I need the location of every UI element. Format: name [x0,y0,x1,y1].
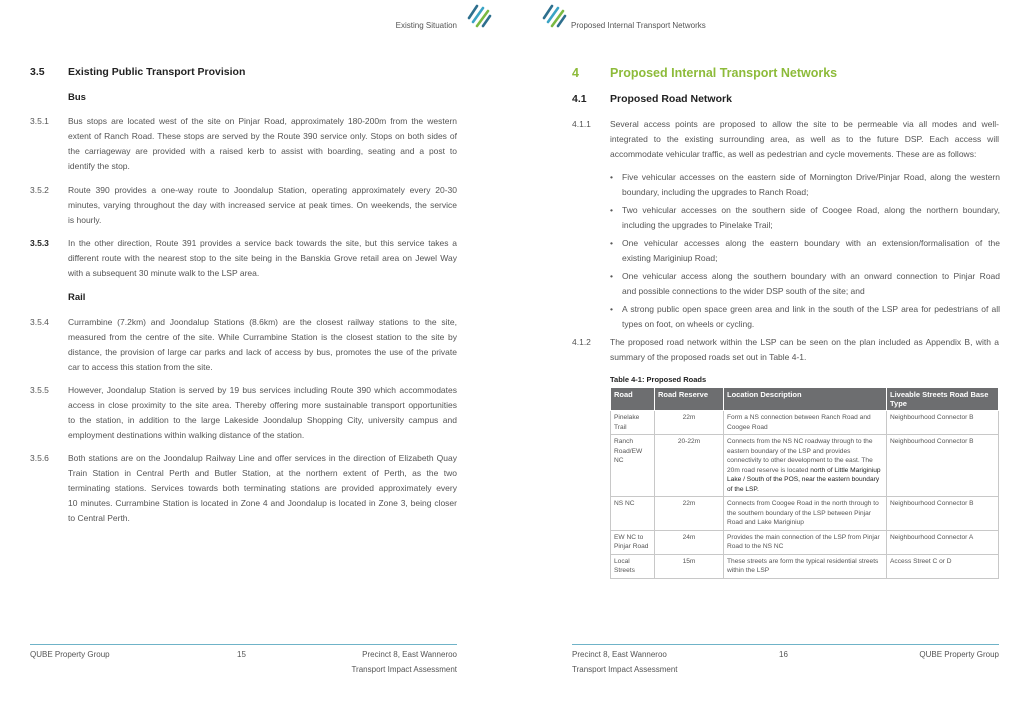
paragraph-number: 3.5.5 [30,385,49,395]
table-caption: Table 4-1: Proposed Roads [610,375,707,384]
description-text: Form a NS connection between Ranch Road and Coogee Road [727,414,871,431]
column-header: Road [611,388,655,411]
text-line: employment destinations within walking distance of the station. [68,430,305,440]
bullet-icon: • [610,172,613,182]
type-cell: Neighbourhood Connector B [887,497,999,531]
column-header: Road Reserve [655,388,724,411]
section-number: 3.5 [30,66,45,78]
page-16 [514,0,1029,702]
road-cell: Local Streets [611,554,655,578]
list-item [610,269,1000,299]
paragraph-3-5-4 [68,315,457,375]
text-line: the carriageway are provided with a raised kerb to assist with boarding, seating and a post to [68,146,457,156]
description-cell [724,497,887,531]
road-cell: EW NC to Pinjar Road [611,530,655,554]
text-line: to the station, in addition to the large Lakeside Joondalup Shopping City, university campus and [68,415,457,425]
text-line: In the other direction, Route 391 provides a service back towards the site, but this service takes a [68,238,457,248]
rail-heading: Rail [68,292,86,303]
text-line: Both stations are on the Joondalup Railway Line and offer services in the direction of Elizabeth Quay [68,453,457,463]
table-row [611,554,999,578]
text-line: different route with the nearest stop to the site being in the Banskia Grove retail area on Jewel Way [68,253,457,263]
footer-company: QUBE Property Group [919,650,999,659]
page-number: 16 [779,650,788,659]
paragraph-3-5-5 [68,383,457,443]
page-number: 15 [237,650,246,659]
description-cell [724,554,887,578]
paragraph-3-5-3 [68,236,457,281]
type-cell: Neighbourhood Connector A [887,530,999,554]
table-header-row [611,388,999,411]
table-row [611,411,999,435]
paragraph-number: 3.5.6 [30,453,49,463]
text-line: A strong public open space green area and link in the south of the LSP area for pedestrians of all [622,304,1000,314]
type-cell: Access Street C or D [887,554,999,578]
paragraph-3-5-6 [68,451,457,526]
footer-project: Precinct 8, East Wanneroo [572,650,667,659]
footer-rule [572,644,999,645]
text-line: Two vehicular accesses on the southern side of Coogee Road, along the northern boundary, [622,205,1000,215]
text-line: Bus stops are located west of the site on Pinjar Road, approximately 180-200m from the western [68,116,457,126]
text-line: minutes, varying throughout the day with increased service at peak times. On weekends, the service [68,200,457,210]
text-line: terminating stations. Services towards both terminating stations are provided approximately every [68,483,457,493]
text-line: car to access this station from the site. [68,362,213,372]
text-line: One vehicular accesses along the eastern boundary with an extension/formalisation of the [622,238,1000,248]
bullet-icon: • [610,304,613,314]
text-line: However, Joondalup Station is served by 19 bus services including Route 390 which accommodates [68,385,457,395]
text-line: The proposed road network within the LSP can be seen on the plan included as Appendix B, with a [610,337,999,347]
list-item [610,302,1000,332]
list-item [610,236,1000,266]
paragraph-number: 4.1.1 [572,119,591,129]
paragraph-number: 3.5.4 [30,317,49,327]
access-list [610,170,1000,335]
reserve-cell: 15m [655,554,724,578]
text-line: types on foot, on wheels or cycling. [622,319,755,329]
text-line: boundary, including the upgrades to Ranch Road; [622,187,809,197]
reserve-cell: 22m [655,411,724,435]
text-line: Route 390 provides a one-way route to Joondalup Station, operating approximately every 20-30 [68,185,457,195]
description-text: Provides the main connection of the LSP from Pinjar Road to the NS NC [727,533,880,550]
table-row [611,497,999,531]
text-line: including the upgrades to Pinelake Trail; [622,220,773,230]
text-line: Train Station in Central Perth and Butler Station, at the northern extent of Perth, as the two [68,468,457,478]
text-line: Currambine (7.2km) and Joondalup Stations (8.6km) are the closest railway stations to the site, [68,317,457,327]
subsection-title: Proposed Road Network [610,93,732,105]
text-line: existing Mariginiup Road; [622,253,718,263]
footer-report: Transport Impact Assessment [572,665,678,674]
paragraph-number: 4.1.2 [572,337,591,347]
section-title: Proposed Internal Transport Networks [610,66,838,80]
description-text: Connects from the NS NC roadway through to the eastern boundary of the LSP and provides connectivity to other development to the east. The 20m road reserve is located [727,438,873,474]
text-line: and possible connections to the wider DSP south of the site; and [622,286,865,296]
text-line: integrated to the existing surrounding area, as well as to the future DSP. Each access will [610,134,999,144]
page-15 [0,0,514,702]
paragraph-3-5-1 [68,114,457,174]
text-line: Several access points are proposed to allow the site to be permeable via all modes and well- [610,119,999,129]
road-cell: NS NC [611,497,655,531]
text-line: with a subsequent 30 minute walk to the LSP area. [68,268,260,278]
bullet-icon: • [610,271,613,281]
running-head: Proposed Internal Transport Networks [571,21,706,30]
subsection-number: 4.1 [572,93,587,105]
text-line: distance, the provision of large car parks and lack of access by bus, promotes the use of the private [68,347,457,357]
bullet-icon: • [610,238,613,248]
paragraph-4-1-1 [610,117,999,162]
description-text: These streets are form the typical residential streets within the LSP [727,557,879,574]
type-cell: Neighbourhood Connector B [887,435,999,497]
list-item [610,170,1000,200]
reserve-cell: 22m [655,497,724,531]
description-cell [724,435,887,497]
qube-logo-icon [466,3,492,29]
bullet-icon: • [610,205,613,215]
proposed-roads-table [610,387,999,579]
text-line: is hourly. [68,215,102,225]
type-cell: Neighbourhood Connector B [887,411,999,435]
section-title: Existing Public Transport Provision [68,66,246,78]
paragraph-3-5-2 [68,183,457,228]
text-line: accommodate vehicular traffic, as well as pedestrian and cycle movements. These are as follows: [610,149,977,159]
road-cell: Ranch Road/EW NC [611,435,655,497]
footer-rule [30,644,457,645]
column-header: Location Description [724,388,887,411]
footer-company: QUBE Property Group [30,650,110,659]
paragraph-number: 3.5.3 [30,238,49,248]
table-row [611,435,999,497]
description-emphasis: north of Little Mariginiup Lake / South of the POS, near the eastern boundary of the LSP. [727,466,881,493]
road-cell: Pinelake Trail [611,411,655,435]
reserve-cell: 20-22m [655,435,724,497]
description-text: Connects from Coogee Road in the north through to the southern boundary of the LSP between Pinjar Road and Lake Mariginiup [727,500,879,526]
section-number: 4 [572,66,579,80]
footer-project: Precinct 8, East Wanneroo [362,650,457,659]
qube-logo-icon [541,3,567,29]
paragraph-4-1-2 [610,335,999,365]
description-cell [724,530,887,554]
table-row [611,530,999,554]
text-line: to Central Perth. [68,513,130,523]
text-line: Five vehicular accesses on the eastern side of Mornington Drive/Pinjar Road, along the western [622,172,1000,182]
running-head: Existing Situation [395,21,457,30]
reserve-cell: 24m [655,530,724,554]
text-line: identify the stop. [68,161,130,171]
text-line: 10 minutes. Currambine Station is located in Zone 4 and Joondalup is located in Zone 3, being closer [68,498,457,508]
text-line: measured from the centre of the site. While Currambine Station is the closest station to the site by [68,332,457,342]
list-item [610,203,1000,233]
bus-heading: Bus [68,92,86,103]
text-line: extent of Ranch Road. These stops are served by the Route 390 service only. Stops on both sides of [68,131,457,141]
text-line: One vehicular access along the southern boundary with an onward connection to Pinjar Road [622,271,1000,281]
column-header: Liveable Streets Road Base Type [887,388,999,411]
text-line: access in close proximity to the site area. Thereby offering more sustainable transport opportunities [68,400,457,410]
paragraph-number: 3.5.2 [30,185,49,195]
description-cell [724,411,887,435]
footer-report: Transport Impact Assessment [351,665,457,674]
paragraph-number: 3.5.1 [30,116,49,126]
text-line: summary of the proposed roads set out in Table 4-1. [610,352,807,362]
